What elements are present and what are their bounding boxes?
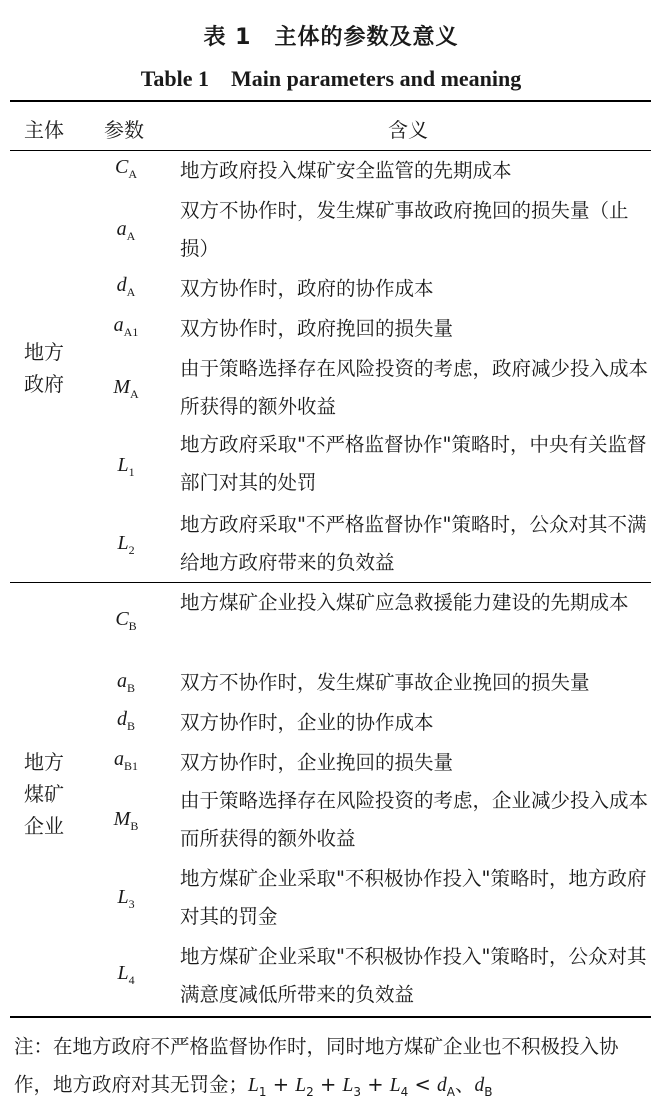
group-label-line: 地方 <box>24 340 64 364</box>
param-meaning: 地方煤矿企业采取"不积极协作投入"策略时，公众对其满意度减低所带来的负效益 <box>180 945 647 1006</box>
param-meaning: 双方协作时，企业挽回的损失量 <box>180 751 454 774</box>
param-meaning: 地方政府采取"不严格监督协作"策略时，公众对其不满给地方政府带来的负效益 <box>180 513 647 574</box>
param-symbol: $a_{B1}$ <box>113 748 138 773</box>
param-symbol: $a_A$ <box>116 218 136 243</box>
group-local-government <box>24 336 74 400</box>
table-footnote: 注：在地方政府不严格监督协作时，同时地方煤矿企业也不积极投入协作，地方政府对其无罚金；$L_1 + L_2 + L_3 + L_4 < d_A$、$d_B$ <box>14 1035 619 1099</box>
param-symbol: $a_{A1}$ <box>113 314 139 339</box>
param-meaning: 双方协作时，政府的协作成本 <box>180 277 434 300</box>
header-subject: 主体 <box>24 118 64 142</box>
param-meaning: 由于策略选择存在风险投资的考虑，企业减少投入成本而所获得的额外收益 <box>180 789 649 850</box>
param-meaning: 双方协作时，政府挽回的损失量 <box>180 317 454 340</box>
param-symbol: $L_1$ <box>117 454 135 479</box>
param-meaning: 双方协作时，企业的协作成本 <box>180 711 434 734</box>
param-symbol: $d_A$ <box>116 274 136 299</box>
param-symbol: $C_A$ <box>114 156 137 181</box>
param-symbol: $L_3$ <box>117 886 135 911</box>
group-label-line: 地方 <box>24 750 64 774</box>
param-symbol: $L_4$ <box>117 962 135 987</box>
header-meaning: 含义 <box>388 118 428 142</box>
param-meaning: 地方煤矿企业采取"不积极协作投入"策略时，地方政府对其的罚金 <box>180 867 647 928</box>
param-meaning: 双方不协作时，发生煤矿事故政府挽回的损失量（止损） <box>180 199 629 260</box>
param-meaning: 由于策略选择存在风险投资的考虑，政府减少投入成本所获得的额外收益 <box>180 357 649 418</box>
group-label-line: 政府 <box>24 372 64 396</box>
header-rule <box>10 150 651 151</box>
bottom-rule <box>10 1016 651 1018</box>
param-symbol: $M_B$ <box>113 808 139 833</box>
param-symbol: $M_A$ <box>113 376 139 401</box>
param-meaning: 双方不协作时，发生煤矿事故企业挽回的损失量 <box>180 671 590 694</box>
group-local-coal-enterprise <box>24 746 74 842</box>
param-meaning: 地方政府投入煤矿安全监管的先期成本 <box>180 159 512 182</box>
param-symbol: $C_B$ <box>115 608 137 633</box>
header-parameter: 参数 <box>104 118 144 142</box>
table-title-english: Table 1 Main parameters and meaning <box>140 66 522 91</box>
param-symbol: $d_B$ <box>116 708 135 733</box>
group-label-line: 企业 <box>24 814 64 838</box>
param-meaning: 地方政府采取"不严格监督协作"策略时，中央有关监督部门对其的处罚 <box>180 433 647 494</box>
param-symbol: $a_B$ <box>116 670 135 695</box>
param-meaning: 地方煤矿企业投入煤矿应急救援能力建设的先期成本 <box>180 591 629 614</box>
group-separator-rule <box>10 582 651 583</box>
top-rule <box>10 100 651 102</box>
group-label-line: 煤矿 <box>24 782 64 806</box>
table-title-chinese: 表 1 主体的参数及意义 <box>203 25 459 50</box>
param-symbol: $L_2$ <box>117 532 135 557</box>
